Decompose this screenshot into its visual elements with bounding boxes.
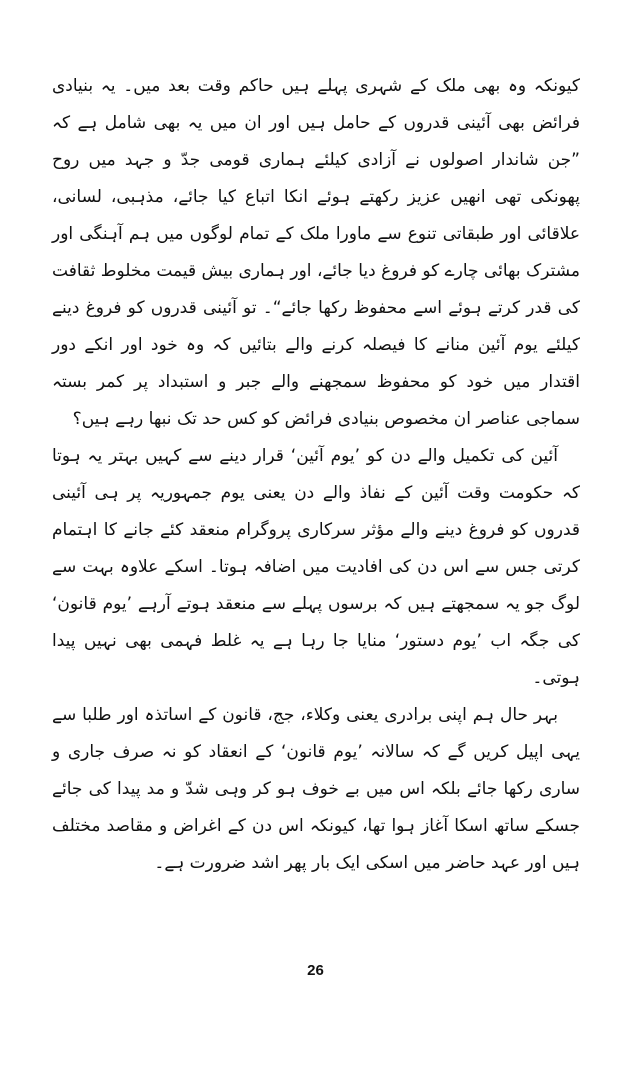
page-number: 26 [307,962,324,979]
page-body-text [52,68,580,882]
paragraph-3: بہر حال ہم اپنی برادری یعنی وکلاء، جج، قانون کے اساتذہ اور طلبا سے یہی اپیل کریں گے کہ سالانہ ’یوم قانون‘ کے انعقاد کو نہ صرف جاری و ساری رکھا جائے بلکہ اس میں بے خوف ہو کر وہی شدّ و مد پیدا کی جائے جسکے ساتھ اسکا آغاز ہوا تھا، کیونکہ اس دن کے اغراض و مقاصد مختلف ہیں اور عہد حاضر میں اسکی ایک بار پھر اشد ضرورت ہے۔ [52,705,580,873]
paragraph-1: کیونکہ وہ بھی ملک کے شہری پہلے ہیں حاکم وقت بعد میں۔ یہ بنیادی فرائض بھی آئینی قدروں کے حامل ہیں اور ان میں یہ بھی شامل ہے کہ ”جن شاندار اصولوں نے آزادی کیلئے ہماری قومی جدّ و جہد میں روح پھونکی تھی انھیں عزیز رکھتے ہوئے انکا اتباع کیا جائے، مذہبی، لسانی، علاقائی اور طبقاتی تنوع سے ماورا ملک کے تمام لوگوں میں ہم آہنگی اور مشترک بھائی چارے کو فروغ دیا جائے، اور ہماری بیش قیمت مخلوط ثقافت کی قدر کرتے ہوئے اسے محفوظ رکھا جائے“۔ تو آئینی قدروں کو فروغ دینے کیلئے یوم آئین منانے کا فیصلہ کرنے والے بتائیں کہ وہ خود اور انکے دور اقتدار میں خود کو محفوظ سمجھنے والے جبر و استبداد پر کمر بستہ سماجی عناصر ان مخصوص بنیادی فرائض کو کس حد تک نبھا رہے ہیں؟ [52,76,580,429]
paragraph-2: آئین کی تکمیل والے دن کو ’یوم آئین‘ قرار دینے سے کہیں بہتر یہ ہوتا کہ حکومت وقت آئین کے نفاذ والے دن یعنی یوم جمہوریہ پر ہی آئینی قدروں کو فروغ دینے والے مؤثر سرکاری پروگرام منعقد کئے جانے کا اہتمام کرتی جس سے اس دن کی افادیت میں اضافہ ہوتا۔ اسکے علاوہ بہت سے لوگ جو یہ سمجھتے ہیں کہ برسوں پہلے سے منعقد ہوتے آرہے ’یوم قانون‘ کی جگہ اب ’یوم دستور‘ منایا جا رہا ہے یہ غلط فہمی بھی نہیں پیدا ہوتی۔ [52,446,580,688]
